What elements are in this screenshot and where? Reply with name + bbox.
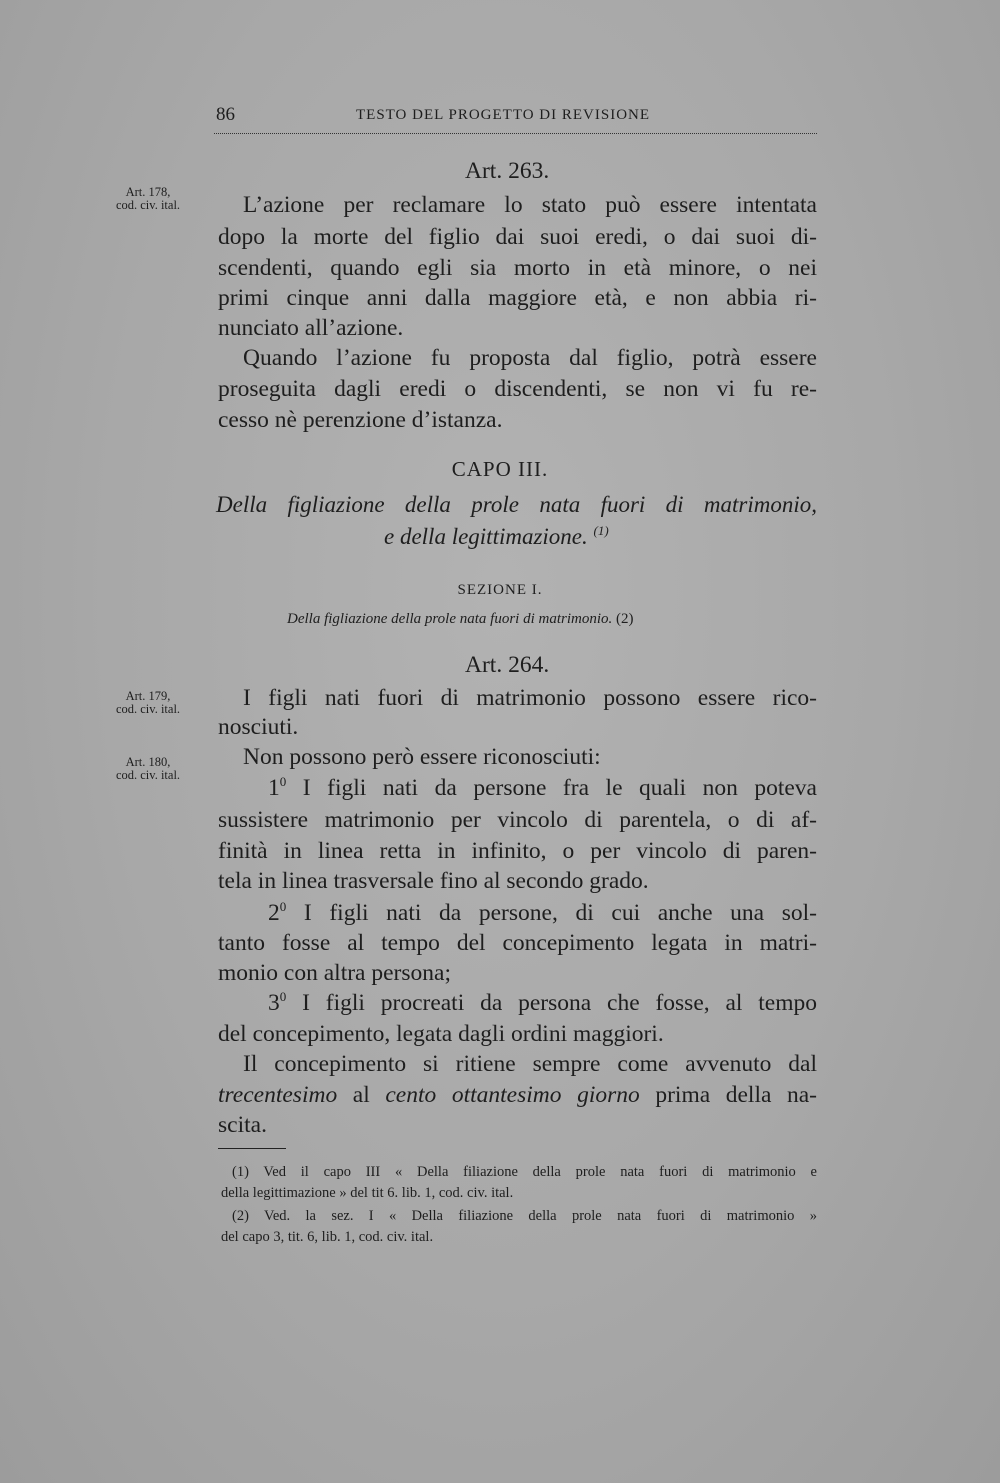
degree-mark: 0: [279, 899, 287, 914]
text-line: monio con altra persona;: [218, 960, 451, 986]
text-line: proseguita dagli eredi o discendenti, se non vi fu re-: [218, 376, 817, 402]
item-number: 2: [268, 900, 280, 926]
margin-note-art-178: [92, 186, 204, 212]
text-line: nunciato all’azione.: [218, 315, 404, 341]
footnote-ref-2: (2): [616, 611, 634, 627]
footnote-2-line-1: (2) Ved. la sez. I « Della filiazione della prole nata fuori di matrimonio »: [232, 1208, 817, 1224]
chapter-subtitle-line-1: Della figliazione della prole nata fuori di matrimonio,: [216, 492, 817, 517]
text-line: Quando l’azione fu proposta dal figlio, potrà essere: [243, 345, 817, 371]
margin-note-line: Art. 179,: [125, 689, 171, 703]
degree-mark: 0: [279, 774, 287, 789]
text-line: Il concepimento si ritiene sempre come avvenuto dal: [243, 1051, 817, 1077]
margin-note-line: cod. civ. ital.: [115, 768, 181, 782]
running-title: TESTO DEL PROGETTO DI REVISIONE: [356, 107, 651, 123]
item-text: I figli nati da persone fra le quali non poteva: [286, 775, 817, 801]
item-text: I figli procreati da persona che fosse, al tempo: [286, 990, 817, 1016]
text-line: Non possono però essere riconosciuti:: [243, 744, 601, 770]
emphasis-text: trecentesimo: [218, 1082, 338, 1108]
section-subtitle: [287, 611, 634, 628]
chapter-heading: CAPO III.: [451, 457, 549, 481]
margin-note-line: Art. 180,: [125, 755, 171, 769]
text-line: primi cinque anni dalla maggiore età, e non abbia ri-: [218, 285, 817, 311]
footnote-1-line-1: (1) Ved il capo III « Della filiazione della prole nata fuori di matrimonio e: [232, 1164, 817, 1180]
text-line-item-1: [268, 773, 817, 804]
text-line: del concepimento, legata dagli ordini maggiori.: [218, 1021, 664, 1047]
text-line-item-2: [268, 898, 817, 929]
chapter-subtitle-text: e della legittimazione.: [384, 524, 588, 549]
margin-note-line: cod. civ. ital.: [115, 702, 181, 716]
footnote-1-line-2: della legittimazione » del tit 6. lib. 1, cod. civ. ital.: [221, 1185, 514, 1201]
article-heading-263: Art. 263.: [465, 158, 550, 184]
text-line: scita.: [218, 1112, 267, 1138]
margin-note-line: Art. 178,: [125, 185, 171, 199]
section-subtitle-text: Della figliazione della prole nata fuori di matrimonio.: [287, 611, 613, 627]
text-line: sussistere matrimonio per vincolo di parentela, o di af-: [218, 807, 817, 833]
text-line: finità in linea retta in infinito, o per vincolo di paren-: [218, 838, 817, 864]
plain-text: prima della na-: [639, 1082, 817, 1108]
text-line: scendenti, quando egli sia morto in età minore, o nei: [218, 255, 817, 281]
text-line: cesso nè perenzione d’istanza.: [218, 407, 503, 433]
degree-mark: 0: [279, 989, 287, 1004]
footnote-ref-1: (1): [593, 523, 609, 538]
margin-note-art-180: [92, 756, 204, 782]
text-line: nosciuti.: [218, 714, 299, 740]
margin-note-art-179: [92, 690, 204, 716]
margin-note-line: cod. civ. ital.: [115, 198, 181, 212]
item-text: I figli nati da persone, di cui anche una sol-: [286, 900, 817, 926]
footnote-rule: [218, 1148, 286, 1149]
item-number: 1: [268, 775, 280, 801]
page-number: 86: [216, 104, 235, 125]
article-heading-264: Art. 264.: [465, 652, 550, 678]
chapter-subtitle-line-2: [384, 524, 609, 550]
text-line: I figli nati fuori di matrimonio possono essere rico-: [243, 685, 817, 711]
emphasis-text: cento ottantesimo giorno: [385, 1082, 640, 1108]
item-number: 3: [268, 990, 280, 1016]
text-line: L’azione per reclamare lo stato può essere intentata: [243, 192, 817, 218]
footnote-2-line-2: del capo 3, tit. 6, lib. 1, cod. civ. ital.: [221, 1229, 434, 1245]
plain-text: al: [337, 1082, 386, 1108]
header-rule: [214, 133, 817, 134]
text-line: tela in linea trasversale fino al secondo grado.: [218, 868, 649, 894]
text-line-emphasis: [218, 1080, 817, 1111]
section-heading: SEZIONE I.: [457, 582, 543, 598]
text-line: tanto fosse al tempo del concepimento legata in matri-: [218, 930, 817, 956]
text-line: dopo la morte del figlio dai suoi eredi, o dai suoi di-: [218, 224, 817, 250]
text-line-item-3: [268, 988, 817, 1019]
